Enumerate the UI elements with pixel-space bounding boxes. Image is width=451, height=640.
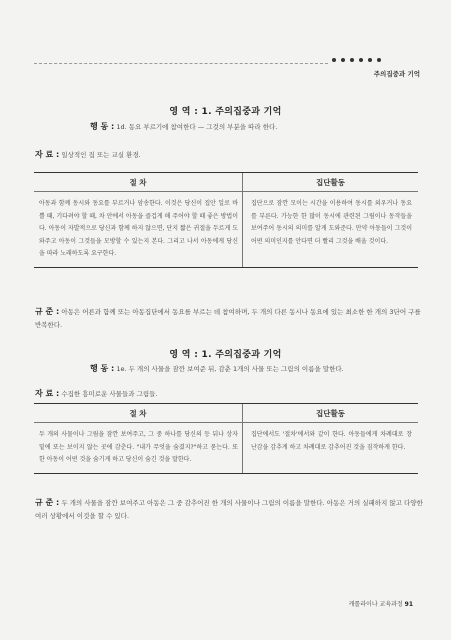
activity-label: 행 동 : <box>90 122 115 131</box>
procedure-header: 절 차 <box>34 404 243 422</box>
page-footer <box>349 599 413 608</box>
procedure-text: 두 개의 사물이나 그림을 잠깐 보여주고, 그 중 하나를 당신의 등 뒤나 상자 밑에 또는 보이지 않는 곳에 감춘다. "내가 무엇을 숨겼지?"하고 묻는다. 또한 아동이 어떤 것을 숨기게 하고 당신이 숨긴 것을 말한다. <box>34 423 243 473</box>
section2-activity <box>90 363 420 374</box>
criteria-label: 규 준 : <box>35 498 60 507</box>
section1-criteria <box>35 305 425 332</box>
materials-label: 자 료 : <box>35 150 60 159</box>
section2-table <box>34 403 418 474</box>
section2-criteria <box>35 496 425 523</box>
section1-table <box>34 172 418 268</box>
group-activity-header: 집단활동 <box>316 408 345 418</box>
footer-label: 캐롤라이나 교육과정 <box>348 601 403 608</box>
section2-title: 영 역 : 1. 주의집중과 기억 <box>169 350 282 360</box>
group-activity-text: 집단으로 잠깐 모이는 시간을 이용하여 동시를 외우거나 동요를 부른다. 가능한 한 많이 동시에 관련된 그림이나 동작들을 보여주어 동시의 의미를 알게 도와준다. 만약 아동들이 그것이 어떤 의미인지를 안다면 더 빨리 그것을 배울 것이다. <box>251 200 412 245</box>
materials-text: 수집한 흥미로운 사물들과 그림들. <box>61 390 158 398</box>
activity-label: 행 동 : <box>90 364 115 373</box>
criteria-text: 아동은 어른과 함께 또는 아동집단에서 동요를 부르는 데 참여하며, 두 개의 다른 동시나 동요에 있는 최소한 한 개의 3단어 구를 반복한다. <box>35 308 421 329</box>
group-activity-text: 집단에서도 '절차'에서와 같이 한다. 아동들에게 차례대로 장난감을 감추게 하고 차례대로 감추어진 것을 짐작하게 한다. <box>251 431 412 451</box>
section2-materials <box>35 388 425 399</box>
criteria-text: 두 개의 사물을 잠깐 보여주고 아동은 그 중 감추어진 한 개의 사물이나 그림의 이름을 말한다. 아동은 거의 실패하지 않고 다양한 여러 상황에서 이것을 할 수 있다. <box>35 499 423 520</box>
activity-text: 1e. 두 개의 사물을 잠깐 보여준 뒤, 감춘 1개의 사물 또는 그림의 이름을 말한다. <box>116 365 344 373</box>
group-activity-header: 집단활동 <box>316 177 345 187</box>
section1-title: 영 역 : 1. 주의집중과 기억 <box>169 107 282 117</box>
procedure-header: 절 차 <box>34 173 243 191</box>
criteria-label: 규 준 : <box>35 307 60 316</box>
running-header: 주의집중과 기억 <box>373 70 420 78</box>
header-dots <box>332 58 381 62</box>
materials-label: 자 료 : <box>35 389 60 398</box>
section1-materials <box>35 149 425 160</box>
materials-text: 일상적인 집 또는 교실 환경. <box>61 151 141 159</box>
procedure-text: 아동과 함께 동시와 동요를 부르거나 암송한다. 이것은 당신이 집안 일로 바쁠 때, 기다려야 할 때, 차 안에서 아동을 즐겁게 해 주어야 할 때 좋은 방법이다. 아동이 자발적으로 당신과 함께 하지 않으면, 단지 짧은 귀절을 두르게 도와주고 아동이 그것들을 모방할 수 있는지 본다. 그리고 나서 아동에게 당신을 따라 노래하도록 요구한다. <box>34 192 243 267</box>
activity-text: 1d. 동요 부르기에 참여한다 — 그것의 부분을 따라 한다. <box>116 123 278 131</box>
header-divider <box>34 63 328 64</box>
page-number: 91 <box>404 601 413 608</box>
section1-activity <box>90 121 420 132</box>
